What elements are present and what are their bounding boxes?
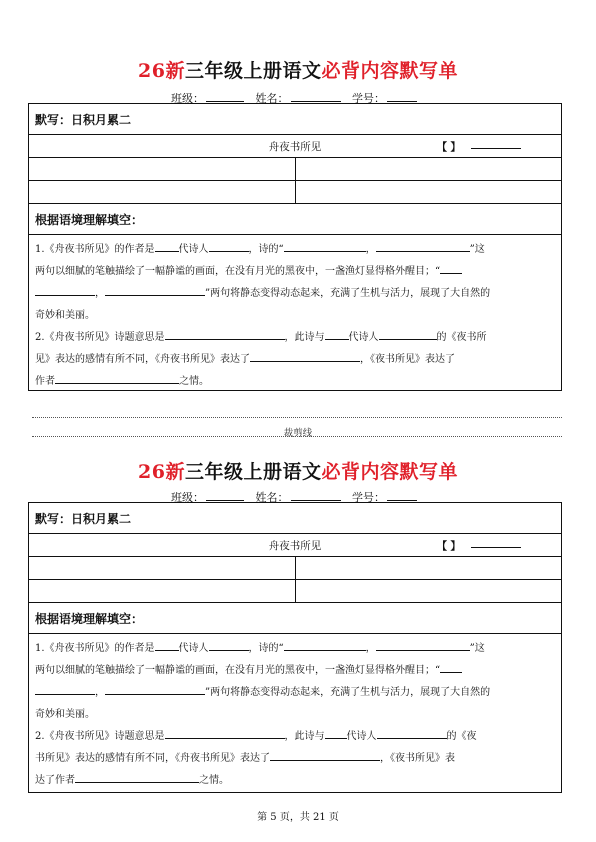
section-header-dictation: 默写：日积月累二 — [29, 503, 561, 534]
q1-text-d: ， — [365, 244, 376, 255]
dictation-table-top — [28, 103, 562, 391]
q2-text-g: 达了作者 — [35, 775, 75, 786]
name-label: 姓名： — [255, 491, 289, 504]
q1-line-blank-3a[interactable] — [440, 264, 462, 274]
title-grade-red: 26新 — [138, 461, 185, 483]
q1-text-f: 两句以细腻的笔触描绘了一幅静谧的画面，在没有月光的黑夜中，一盏渔灯显得格外醒目；“ — [35, 665, 441, 676]
q2-text-h: 之情。 — [199, 775, 229, 786]
poem-title-row — [29, 534, 561, 557]
q2-feeling-blank-1[interactable] — [250, 352, 360, 362]
q2-text-c: 代诗人 — [348, 332, 379, 343]
poem-line-row-1 — [29, 158, 561, 181]
q1-text-a: 1.《舟夜书所见》的作者是 — [35, 244, 155, 255]
q1-line-blank-2[interactable] — [376, 242, 470, 252]
id-field[interactable] — [387, 490, 417, 501]
q2-dynasty-blank[interactable] — [325, 729, 347, 739]
cut-line-label: 裁剪线 — [283, 428, 313, 439]
q2-text-b: ，此诗与 — [284, 332, 325, 343]
author-blank[interactable] — [471, 148, 521, 149]
q1-line-blank-3a[interactable] — [440, 663, 462, 673]
q1-text-e: ”这 — [469, 244, 485, 255]
id-label: 学号： — [352, 92, 385, 105]
q1-text-c: ，诗的“ — [248, 643, 284, 654]
q1-text-i: 奇妙和美丽。 — [35, 709, 95, 720]
q1-text-b: 代诗人 — [178, 244, 209, 255]
id-field[interactable] — [387, 91, 417, 102]
q2-text-f: ，《夜书所见》表 — [380, 753, 455, 764]
q1-line-blank-3b[interactable] — [35, 685, 95, 695]
q1-line-blank-1[interactable] — [284, 641, 366, 651]
q2-text-b: ，此诗与 — [284, 731, 325, 742]
questions-block — [29, 235, 561, 390]
title-sheet-red: 必背内容默写单 — [321, 60, 458, 82]
name-field[interactable] — [291, 490, 341, 501]
q1-text-g: ， — [95, 687, 105, 698]
q2-text-e: 书所见》表达的感情有所不同，《舟夜书所见》表达了 — [35, 753, 270, 764]
q1-line-blank-2[interactable] — [376, 641, 470, 651]
q2-text-f: ，《夜书所见》表达了 — [360, 354, 455, 365]
class-field[interactable] — [206, 490, 244, 501]
title-grade-red: 26新 — [138, 60, 185, 82]
author-bracket: 【 】 — [437, 541, 461, 553]
q1-text-i: 奇妙和美丽。 — [35, 310, 95, 321]
q2-text-e: 见》表达的感情有所不同，《舟夜书所见》表达了 — [35, 354, 250, 365]
name-label: 姓名： — [255, 92, 289, 105]
q2-text-c: 代诗人 — [346, 731, 377, 742]
q2-text-g: 作者 — [35, 376, 55, 387]
poem-line-row-1 — [29, 557, 561, 580]
page-title-bottom — [0, 457, 596, 484]
questions-block — [29, 634, 561, 792]
q1-poet-blank[interactable] — [209, 242, 249, 252]
q2-feeling-blank-2[interactable] — [55, 374, 179, 384]
q1-poet-blank[interactable] — [209, 641, 249, 651]
q1-text-b: 代诗人 — [178, 643, 209, 654]
q1-text-g: ， — [95, 288, 105, 299]
poem-blank-1[interactable] — [29, 158, 296, 180]
q1-text-h: ”两句将静态变得动态起来，充满了生机与活力，展现了大自然的 — [205, 288, 491, 299]
poem-blank-3[interactable] — [29, 181, 296, 203]
question-1 — [29, 235, 561, 395]
q2-text-a: 2.《舟夜书所见》诗题意思是 — [35, 731, 165, 742]
cut-line-dotted-1 — [32, 417, 562, 418]
section-header-context: 根据语境理解填空： — [29, 204, 561, 235]
q2-feeling-blank-1[interactable] — [270, 751, 380, 761]
section-header-dictation: 默写：日积月累二 — [29, 104, 561, 135]
q2-text-h: 之情。 — [179, 376, 209, 387]
question-1 — [29, 634, 561, 794]
title-subject: 三年级上册语文 — [184, 60, 322, 82]
q1-text-c: ，诗的“ — [248, 244, 284, 255]
q2-meaning-blank[interactable] — [165, 729, 285, 739]
q1-dynasty-blank[interactable] — [155, 641, 179, 651]
q1-line-blank-4[interactable] — [105, 286, 205, 296]
id-label: 学号： — [352, 491, 385, 504]
author-bracket: 【 】 — [437, 142, 461, 154]
q1-text-h: ”两句将静态变得动态起来，充满了生机与活力，展现了大自然的 — [205, 687, 491, 698]
class-label: 班级： — [171, 92, 204, 105]
q2-feeling-blank-2[interactable] — [75, 773, 199, 783]
poem-title-row — [29, 135, 561, 158]
title-subject: 三年级上册语文 — [184, 461, 322, 483]
q1-line-blank-1[interactable] — [284, 242, 366, 252]
class-label: 班级： — [171, 491, 204, 504]
page-title-top — [0, 56, 596, 83]
q1-dynasty-blank[interactable] — [155, 242, 179, 252]
q1-text-d: ， — [365, 643, 376, 654]
q2-text-d: 的《夜 — [446, 731, 477, 742]
poem-blank-1[interactable] — [29, 557, 296, 579]
q1-text-a: 1.《舟夜书所见》的作者是 — [35, 643, 155, 654]
q1-text-e: ”这 — [469, 643, 485, 654]
name-field[interactable] — [291, 91, 341, 102]
q2-text-a: 2.《舟夜书所见》诗题意思是 — [35, 332, 165, 343]
q2-text-d: 的《夜书所 — [436, 332, 487, 343]
poem-blank-3[interactable] — [29, 580, 296, 602]
poem-line-row-2 — [29, 580, 561, 603]
q2-poet-blank[interactable] — [379, 330, 437, 340]
dictation-table-bottom — [28, 502, 562, 793]
q1-line-blank-3b[interactable] — [35, 286, 95, 296]
poem-title: 舟夜书所见 — [268, 140, 322, 153]
page-footer: 第 5 页，共 21 页 — [257, 812, 339, 823]
section-header-context: 根据语境理解填空： — [29, 603, 561, 634]
title-sheet-red: 必背内容默写单 — [321, 461, 458, 483]
poem-title: 舟夜书所见 — [268, 539, 322, 552]
author-blank[interactable] — [471, 547, 521, 548]
class-field[interactable] — [206, 91, 244, 102]
q2-poet-blank[interactable] — [377, 729, 447, 739]
poem-line-row-2 — [29, 181, 561, 204]
q1-line-blank-4[interactable] — [105, 685, 205, 695]
q2-dynasty-blank[interactable] — [325, 330, 349, 340]
q2-meaning-blank[interactable] — [165, 330, 285, 340]
q1-text-f: 两句以细腻的笔触描绘了一幅静谧的画面，在没有月光的黑夜中，一盏渔灯显得格外醒目；“ — [35, 266, 441, 277]
